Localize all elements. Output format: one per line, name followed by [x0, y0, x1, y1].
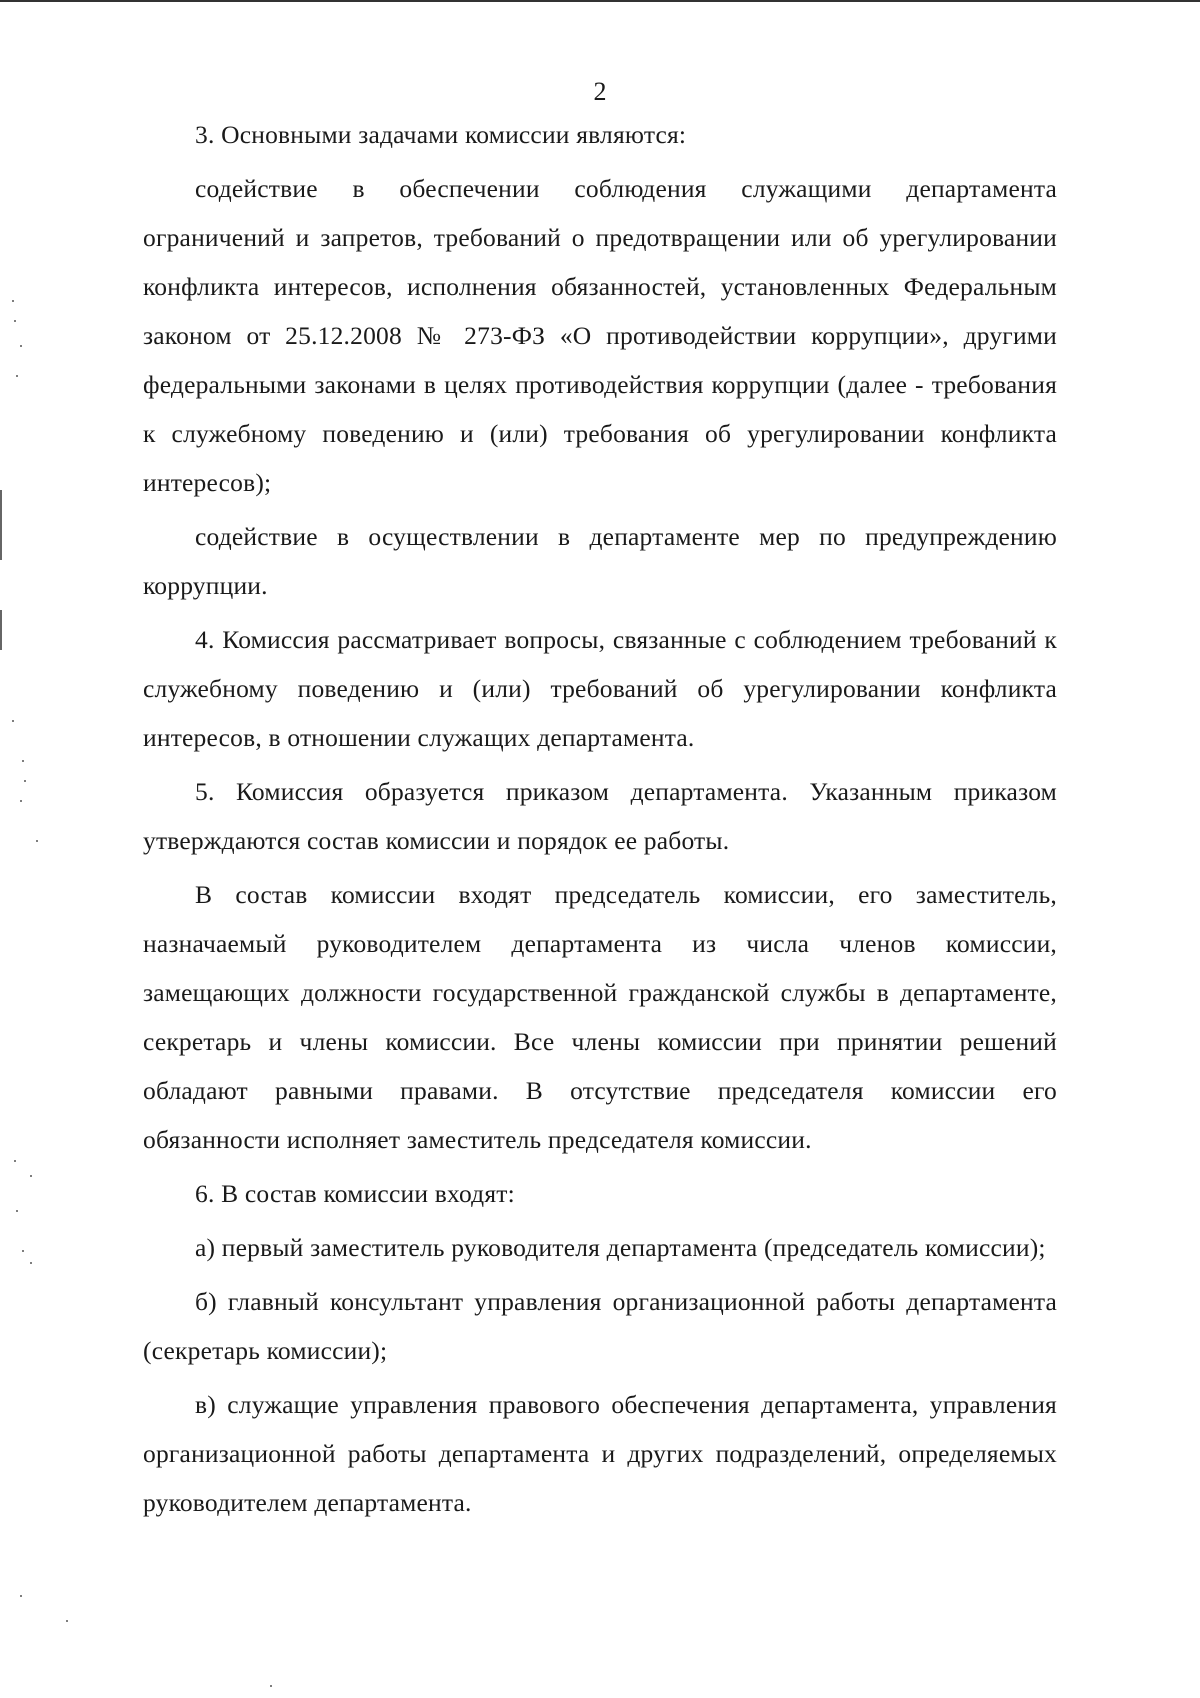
paragraph-3-heading: 3. Основными задачами комиссии являются:	[195, 120, 687, 149]
paragraph-6-item-c: в) служащие управления правового обеспечения департамента, управления организационной работы департамента и других подразделений, определяемых руководителем департамента.	[143, 1390, 1057, 1517]
scan-speck	[20, 800, 22, 802]
scan-left-edge-mark	[0, 610, 2, 650]
scan-speck	[16, 1210, 18, 1212]
scan-top-edge	[0, 0, 1200, 2]
scan-speck	[270, 1685, 272, 1687]
paragraph-3-task-compliance: содействие в обеспечении соблюдения служащими департамента ограничений и запретов, требований о предотвращении или об урегулировании конфликта интересов, исполнения обязанностей, установленных Федеральным законом от 25.12.2008 № 273-ФЗ «О противодействии коррупции», другими федеральными законами в целях противодействия коррупции (далее - требования к служебному поведению и (или) требования об урегулировании конфликта интересов);	[143, 174, 1057, 497]
scan-speck	[12, 300, 14, 302]
scan-speck	[20, 1595, 22, 1597]
scan-speck	[30, 1262, 32, 1264]
scan-speck	[20, 345, 22, 347]
scan-speck	[14, 320, 16, 322]
paragraph-5-composition: В состав комиссии входят председатель комиссии, его заместитель, назначаемый руководителем департамента из числа членов комиссии, замещающих должности государственной гражданской службы в департаменте, секретарь и члены комиссии. Все члены комиссии при принятии решений обладают равными правами. В отсутствие председателя комиссии его обязанности исполняет заместитель председателя комиссии.	[143, 880, 1057, 1154]
scan-speck	[22, 1250, 24, 1252]
scan-speck	[16, 375, 18, 377]
paragraph-6-heading: 6. В состав комиссии входят:	[195, 1179, 515, 1208]
scan-speck	[30, 1175, 32, 1177]
paragraph-3-task-prevention: содействие в осуществлении в департаменте мер по предупреждению коррупции.	[143, 522, 1057, 600]
paragraph-6-item-b: б) главный консультант управления организационной работы департамента (секретарь комиссии);	[143, 1287, 1057, 1365]
document-body	[143, 110, 1057, 1532]
scan-speck	[12, 720, 14, 722]
scan-speck	[66, 1620, 68, 1622]
scan-left-edge-mark	[0, 490, 2, 560]
scan-speck	[22, 760, 24, 762]
scan-speck	[36, 840, 38, 842]
paragraph-6-item-a: а) первый заместитель руководителя департамента (председатель комиссии);	[195, 1233, 1046, 1262]
scan-speck	[24, 780, 26, 782]
page-number: 2	[593, 77, 607, 106]
paragraph-5: 5. Комиссия образуется приказом департамента. Указанным приказом утверждаются состав комиссии и порядок ее работы.	[143, 777, 1057, 855]
paragraph-4: 4. Комиссия рассматривает вопросы, связанные с соблюдением требований к служебному поведению и (или) требований об урегулировании конфликта интересов, в отношении служащих департамента.	[143, 625, 1057, 752]
scan-speck	[14, 1160, 16, 1162]
